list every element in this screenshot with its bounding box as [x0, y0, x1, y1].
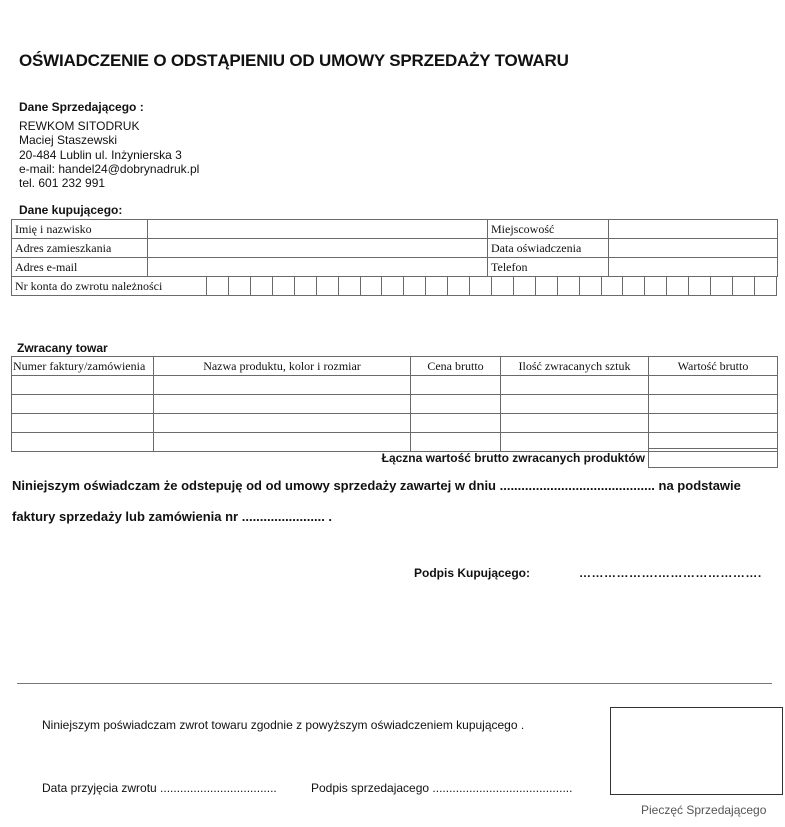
- gross-value-cell[interactable]: [649, 414, 778, 433]
- address-label: Adres zamieszkania: [12, 239, 148, 258]
- account-digit-box[interactable]: [645, 277, 667, 296]
- seller-signature-field[interactable]: Podpis sprzedajacego ..........................................: [311, 781, 573, 795]
- account-digit-box[interactable]: [579, 277, 601, 296]
- col-header-product-name: Nazwa produktu, kolor i rozmiar: [154, 357, 411, 376]
- bank-account-table: [11, 276, 777, 296]
- account-digit-box[interactable]: [229, 277, 251, 296]
- account-digit-box[interactable]: [689, 277, 711, 296]
- invoice-number-cell[interactable]: [12, 433, 154, 452]
- returned-qty-cell[interactable]: [501, 433, 649, 452]
- account-digit-box[interactable]: [623, 277, 645, 296]
- account-digit-box[interactable]: [382, 277, 404, 296]
- returned-qty-cell[interactable]: [501, 414, 649, 433]
- document-title: OŚWIADCZENIE O ODSTĄPIENIU OD UMOWY SPRZEDAŻY TOWARU: [19, 51, 569, 70]
- account-digit-box[interactable]: [557, 277, 579, 296]
- col-header-gross-price: Cena brutto: [411, 357, 501, 376]
- seller-stamp-box[interactable]: [610, 707, 783, 795]
- seller-email: e-mail: handel24@dobrynadruk.pl: [19, 162, 200, 176]
- gross-price-cell[interactable]: [411, 376, 501, 395]
- returned-qty-cell[interactable]: [501, 395, 649, 414]
- invoice-number-cell[interactable]: [12, 395, 154, 414]
- return-date-field[interactable]: Data przyjęcia zwrotu ...................................: [42, 781, 277, 795]
- email-field[interactable]: [148, 258, 488, 277]
- gross-value-cell[interactable]: [649, 376, 778, 395]
- table-row: [12, 376, 778, 395]
- buyer-signature-label: Podpis Kupującego:: [414, 566, 531, 580]
- product-name-cell[interactable]: [154, 414, 411, 433]
- returned-goods-table: [11, 356, 778, 452]
- account-digit-box[interactable]: [251, 277, 273, 296]
- col-header-invoice-number: Numer faktury/zamówienia: [12, 357, 154, 376]
- gross-value-cell[interactable]: [649, 395, 778, 414]
- account-digit-box[interactable]: [272, 277, 294, 296]
- total-value-label: Łączna wartość brutto zwracanych produktów: [381, 451, 645, 465]
- gross-price-cell[interactable]: [411, 414, 501, 433]
- email-label: Adres e-mail: [12, 258, 148, 277]
- seller-address: 20-484 Lublin ul. Inżynierska 3: [19, 148, 182, 162]
- account-digit-box[interactable]: [667, 277, 689, 296]
- returned-goods-label: Zwracany towar: [17, 341, 108, 355]
- declaration-line-2: faktury sprzedaży lub zamówienia nr ....................... .: [12, 509, 333, 524]
- buyer-row: [12, 239, 778, 258]
- account-digit-box[interactable]: [316, 277, 338, 296]
- gross-price-cell[interactable]: [411, 433, 501, 452]
- total-value-field[interactable]: [648, 448, 778, 468]
- account-digit-box[interactable]: [732, 277, 754, 296]
- account-digit-box[interactable]: [207, 277, 229, 296]
- product-name-cell[interactable]: [154, 395, 411, 414]
- account-digit-box[interactable]: [535, 277, 557, 296]
- buyer-section-label: Dane kupującego:: [19, 203, 123, 217]
- account-digit-box[interactable]: [360, 277, 382, 296]
- seller-company-name: REWKOM SITODRUK: [19, 119, 140, 133]
- city-field[interactable]: [609, 220, 778, 239]
- seller-phone: tel. 601 232 991: [19, 176, 106, 190]
- table-row: [12, 414, 778, 433]
- buyer-signature-line[interactable]: ……………….…………………….: [579, 566, 762, 580]
- phone-label: Telefon: [488, 258, 609, 277]
- col-header-returned-qty: Ilość zwracanych sztuk: [501, 357, 649, 376]
- buyer-data-table: [11, 219, 778, 277]
- full-name-field[interactable]: [148, 220, 488, 239]
- account-digit-box[interactable]: [754, 277, 776, 296]
- gross-price-cell[interactable]: [411, 395, 501, 414]
- col-header-gross-value: Wartość brutto: [649, 357, 778, 376]
- account-digit-box[interactable]: [513, 277, 535, 296]
- buyer-row: [12, 220, 778, 239]
- account-digit-box[interactable]: [448, 277, 470, 296]
- phone-field[interactable]: [609, 258, 778, 277]
- section-divider: [17, 683, 772, 684]
- declaration-date-label: Data oświadczenia: [488, 239, 609, 258]
- product-name-cell[interactable]: [154, 376, 411, 395]
- product-name-cell[interactable]: [154, 433, 411, 452]
- buyer-row: [12, 258, 778, 277]
- account-digit-box[interactable]: [470, 277, 492, 296]
- declaration-line-1: Niniejszym oświadczam że odstepuję od od umowy sprzedaży zawartej w dniu ........................................... na podstawie: [12, 478, 741, 493]
- account-digit-box[interactable]: [404, 277, 426, 296]
- invoice-number-cell[interactable]: [12, 414, 154, 433]
- bank-account-row: [12, 277, 777, 296]
- table-row: [12, 395, 778, 414]
- seller-stamp-label: Pieczęć Sprzedającego: [641, 803, 767, 817]
- seller-owner-name: Maciej Staszewski: [19, 133, 118, 147]
- bank-account-label: Nr konta do zwrotu należności: [12, 277, 207, 296]
- returned-goods-header-row: [12, 357, 778, 376]
- seller-section-label: Dane Sprzedającego :: [19, 100, 144, 114]
- account-digit-box[interactable]: [601, 277, 623, 296]
- return-confirmation-statement: Niniejszym poświadczam zwrot towaru zgodnie z powyższym oświadczeniem kupującego .: [42, 718, 525, 732]
- address-field[interactable]: [148, 239, 488, 258]
- declaration-date-field[interactable]: [609, 239, 778, 258]
- account-digit-box[interactable]: [491, 277, 513, 296]
- full-name-label: Imię i nazwisko: [12, 220, 148, 239]
- account-digit-box[interactable]: [711, 277, 733, 296]
- returned-qty-cell[interactable]: [501, 376, 649, 395]
- city-label: Miejscowość: [488, 220, 609, 239]
- account-digit-box[interactable]: [338, 277, 360, 296]
- account-digit-box[interactable]: [426, 277, 448, 296]
- invoice-number-cell[interactable]: [12, 376, 154, 395]
- account-digit-box[interactable]: [294, 277, 316, 296]
